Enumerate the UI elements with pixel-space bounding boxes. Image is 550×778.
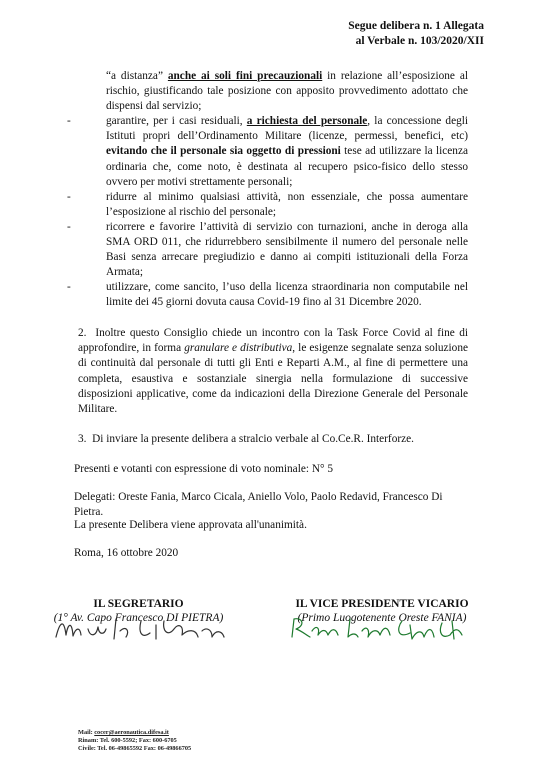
handwritten-signature	[282, 611, 482, 645]
signatory-name: (Primo Luogotenente Oreste FANIA)	[297, 612, 467, 624]
footer-civile-line: Civile: Tel. 06-49865592 Fax: 06-49866705	[78, 744, 192, 752]
approvazione: La presente Delibera viene approvata all'unanimità.	[74, 519, 307, 531]
header-line-2: al Verbale n. 103/2020/XII	[355, 35, 484, 47]
emphasis: evitando che il personale sia oggetto di pressioni	[106, 145, 341, 158]
numbered-point-2: 2. Inoltre questo Consiglio chiede un incontro con la Task Force Covid al fine di approfondire, in forma granulare e distributiva, le esigenze segnalate senza soluzione di continuità dal personale di tutti gli Enti e Reparti A.M., al fine di permettere una completa, esaustiva e sostanziale sinergia nella formulazione di successive disposizioni applicative, come da indicazioni della Direzione Generale del Personale Militare.	[78, 327, 468, 416]
dash-marker: -	[67, 220, 71, 233]
document-header	[348, 19, 484, 49]
bullet-item: - ridurre al minimo qualsiasi attività, non essenziale, che possa aumentare l’esposizione al rischio del personale;	[67, 190, 468, 218]
footer-rinam-line: Rinam: Tel. 600-5592; Fax: 600-6705	[78, 736, 177, 744]
luogo-data: Roma, 16 ottobre 2020	[74, 547, 179, 559]
numbered-point-3: 3. Di inviare la presente delibera a stralcio verbale al Co.Ce.R. Interforze.	[78, 433, 414, 445]
bullet-item: - garantire, per i casi residuali, a richiesta del personale, la concessione degli Istituti propri dell’Ordinamento Militare (licenze, permessi, benefici, etc) evitando che il personale sia oggetto di pressioni tese ad utilizzare la licenza ordinaria che, come noto, è destinata al recupero psico-fisico dello stesso ovvero per motivi strettamente personali;	[67, 115, 469, 188]
signatory-name: (1° Av. Capo Francesco DI PIETRA)	[53, 612, 224, 624]
dash-marker: -	[67, 190, 71, 203]
emphasis-underlined: a richiesta del personale	[246, 115, 368, 128]
handwritten-signature	[46, 611, 231, 645]
presenti-votanti: Presenti e votanti con espressione di voto nominale: N° 5	[74, 463, 333, 475]
dash-marker: -	[67, 115, 71, 128]
signatory-role: IL SEGRETARIO	[93, 598, 184, 610]
signature-block-segretario	[46, 597, 231, 625]
document-footer	[78, 729, 191, 752]
signature-block-vice-presidente	[282, 597, 482, 625]
email-link[interactable]: cocer@aeronautica.difesa.it	[94, 729, 169, 736]
delegati: Delegati: Oreste Fania, Marco Cicala, Aniello Volo, Paolo Redavid, Francesco Di Pietra.	[74, 491, 443, 518]
signatory-role: IL VICE PRESIDENTE VICARIO	[295, 598, 469, 610]
emphasis: anche ai soli fini precauzionali	[167, 70, 323, 82]
dash-marker: -	[67, 281, 71, 294]
bullet-list	[67, 69, 469, 311]
bullet-item: - utilizzare, come sancito, l’uso della licenza straordinaria non computabile nel limite dei 45 giorni dovuta causa Covid-19 fino al 31 Dicembre 2020.	[67, 281, 468, 309]
header-line-1: Segue delibera n. 1 Allegata	[348, 20, 484, 32]
bullet-continuation: “a distanza” anche ai soli fini precauzionali in relazione all’esposizione al rischio, giustificando tale posizione con apposito provvedimento adottato che dispensi dal servizio;	[106, 70, 468, 113]
footer-mail-line: Mail: cocer@aeronautica.difesa.it	[78, 729, 169, 736]
bullet-item: - ricorrere e favorire l’attività di servizio con turnazioni, anche in deroga alla SMA ORD 011, che ridurrebbero sensibilmente il numero del personale nelle Basi senza arrecare pregiudizio e danno ai compiti istituzionali della Forza Armata;	[67, 220, 468, 279]
